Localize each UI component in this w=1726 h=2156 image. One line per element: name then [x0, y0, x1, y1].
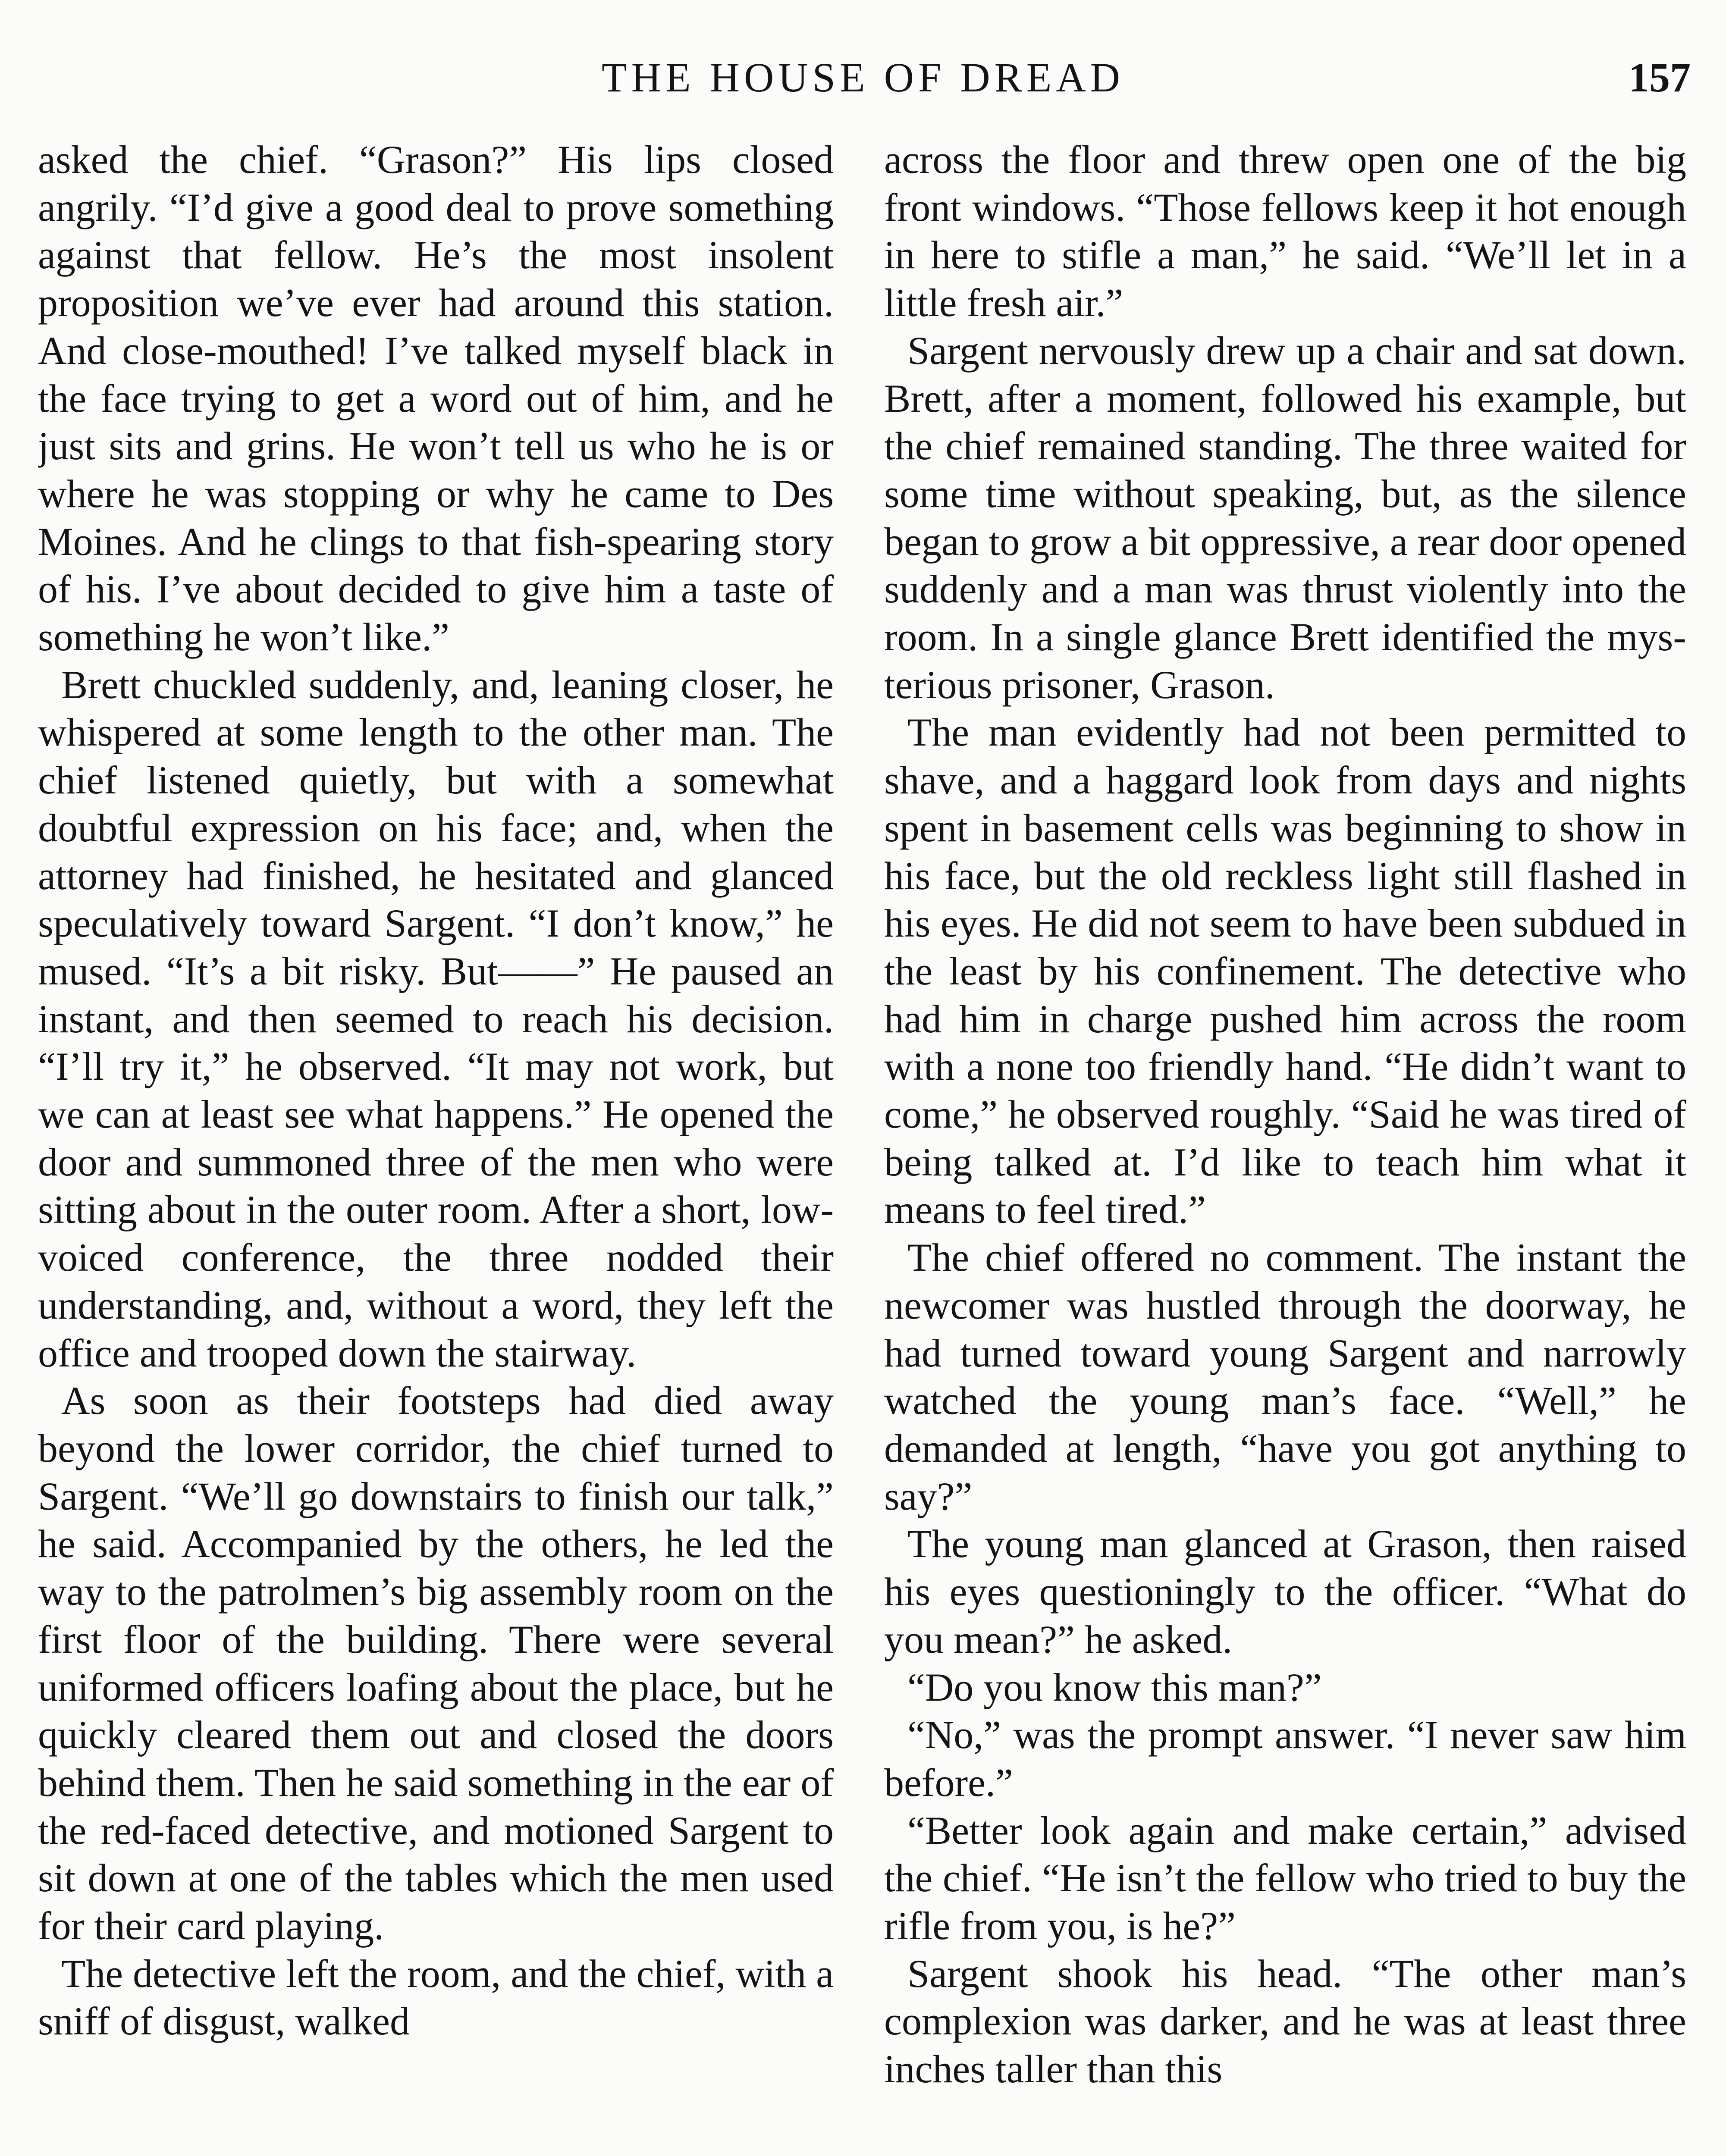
paragraph: “No,” was the prompt answer. “I never saw him before.” [884, 1713, 1686, 1805]
paragraph: Brett chuckled suddenly, and, leaning closer, he whispered at some length to the other man. The chief listened quietly, but with a somewhat doubtful expression on his face; and, when the attorney had finished, he hesitated and glanced speculatively toward Sargent. “I don’t know,” he mused. “It’s a bit risky. But——” He paused an instant, and then seemed to reach his decision. “I’ll try it,” he observed. “It may not work, but we can at least see what happens.” He opened the door and summoned three of the men who were sitting about in the outer room. After a short, low-voiced conference, the three nodded their understanding, and, without a word, they left the office and trooped down the stairway. [38, 662, 834, 1375]
paragraph: The man evidently had not been permitted to shave, and a haggard look from days and nights spent in basement cells was beginning to show in his face, but the old reckless light still flashed in his eyes. He did not seem to have been subdued in the least by his confinement. The detective who had him in charge pushed him across the room with a none too friendly hand. “He didn’t want to come,” he observed roughly. “Said he was tired of being talked at. I’d like to teach him what it means to feel tired.” [884, 710, 1686, 1232]
paragraph: “Better look again and make certain,” advised the chief. “He isn’t the fellow who tried to buy the rifle from you, is he?” [884, 1808, 1686, 1948]
paragraph: Sargent nervously drew up a chair and sat down. Brett, after a moment, followed his example, but the chief remained standing. The three waited for some time without speaking, but, as the silence began to grow a bit oppressive, a rear door opened suddenly and a man was thrust violently into the room. In a single glance Brett identified the mysterious prisoner, Grason. [884, 328, 1686, 707]
right-column [884, 136, 1686, 2156]
left-column [38, 136, 834, 2156]
paragraph: As soon as their footsteps had died away beyond the lower corridor, the chief turned to Sargent. “We’ll go downstairs to finish our talk,” he said. Accompanied by the others, he led the way to the patrolmen’s big assembly room on the first floor of the building. There were several uniformed officers loafing about the place, but he quickly cleared them out and closed the doors behind them. Then he said something in the ear of the red-faced detective, and motioned Sargent to sit down at one of the tables which the men used for their card playing. [38, 1379, 834, 1948]
page-number: 157 [1629, 54, 1691, 100]
paragraph: “Do you know this man?” [907, 1665, 1322, 1709]
paragraph: Sargent shook his head. “The other man’s complexion was darker, and he was at least three inches taller than this [884, 1951, 1686, 2091]
running-title: THE HOUSE OF DREAD [602, 54, 1124, 100]
paragraph: across the floor and threw open one of the big front windows. “Those fellows keep it hot enough in here to stifle a man,” he said. “We’ll let in a little fresh air.” [884, 138, 1686, 325]
paragraph: asked the chief. “Grason?” His lips closed angrily. “I’d give a good deal to prove something against that fellow. He’s the most insolent proposition we’ve ever had around this station. And close-mouthed! I’ve talked myself black in the face trying to get a word out of him, and he just sits and grins. He won’t tell us who he is or where he was stopping or why he came to Des Moines. And he clings to that fish-spearing story of his. I’ve about decided to give him a taste of something he won’t like.” [38, 138, 834, 659]
paragraph: The detective left the room, and the chief, with a sniff of disgust, walked [38, 1951, 834, 2043]
paragraph: The chief offered no comment. The instant the newcomer was hustled through the doorway, he had turned toward young Sargent and narrowly watched the young man’s face. “Well,” he demanded at length, “have you got anything to say?” [884, 1235, 1686, 1518]
page-header [0, 50, 1726, 106]
paragraph: The young man glanced at Grason, then raised his eyes questioningly to the officer. “What do you mean?” he asked. [884, 1522, 1686, 1661]
